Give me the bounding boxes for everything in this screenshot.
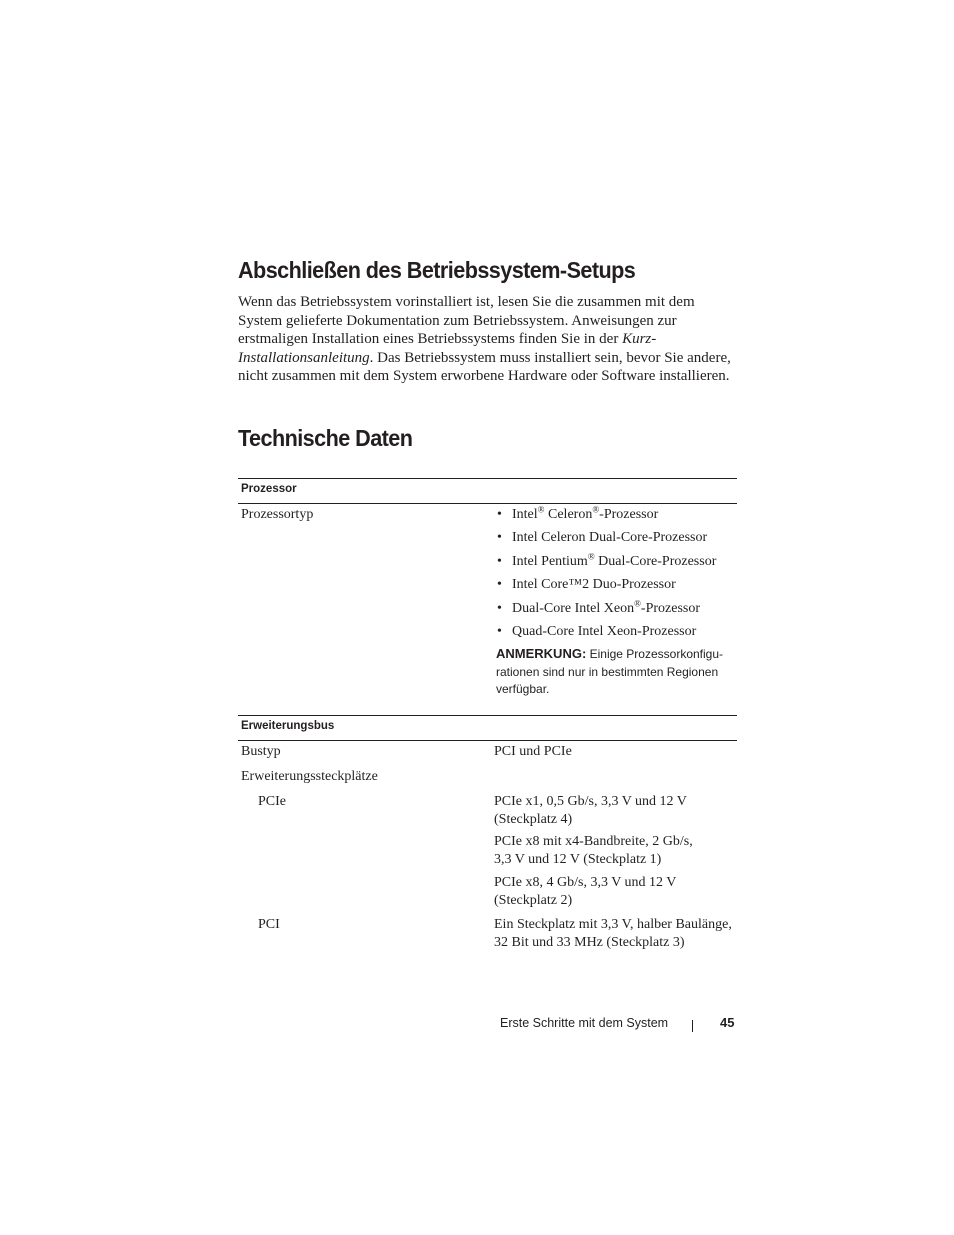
- note-label: ANMERKUNG:: [496, 646, 587, 661]
- pcie-slot-value: PCIe x8, 4 Gb/s, 3,3 V und 12 V (Steckplatz 2): [494, 875, 677, 908]
- footer-title: Erste Schritte mit dem System: [500, 1016, 669, 1030]
- section-title-os-setup: Abschließen des Betriebssystem-Setups: [238, 257, 636, 283]
- list-item: • Quad-Core Intel Xeon-Prozessor: [497, 623, 697, 639]
- bus-type-value: PCI und PCIe: [494, 744, 572, 759]
- processor-note: [496, 645, 741, 699]
- list-item: • Intel Celeron Dual-Core-Prozessor: [497, 530, 708, 546]
- intro-text-a: Wenn das Betriebssystem vorinstalliert ist, lesen Sie die zusammen mit dem System gelieferte Dokumentation zum Betriebssystem. Anweisungen zur erstmaligen Installation eines Betriebssystems finden Sie in der: [238, 294, 695, 348]
- table-heading-expansion-bus: Erweiterungsbus: [241, 720, 335, 732]
- section-title-tech-data: Technische Daten: [238, 425, 413, 451]
- list-item: • Intel® Celeron®-Prozessor: [497, 504, 659, 522]
- list-item: • Intel Pentium® Dual-Core-Prozessor: [497, 551, 717, 569]
- pcie-slot-value: PCIe x1, 0,5 Gb/s, 3,3 V und 12 V (Steckplatz 4): [494, 794, 687, 827]
- processor-type-list: [497, 503, 737, 643]
- intro-text-b: . Das Betriebssystem muss installiert sein, bevor Sie andere, nicht zusammen mit dem System erworbene Hardware oder Software installieren.: [238, 349, 731, 385]
- list-item: • Dual-Core Intel Xeon®-Prozessor: [497, 597, 701, 616]
- footer-separator: [692, 1020, 693, 1032]
- processor-type-label: Prozessortyp: [241, 507, 314, 522]
- page-number: 45: [720, 1015, 735, 1030]
- table-rule: [238, 715, 737, 716]
- quick-install-guide-ref: Kurz-Installationsanleitung: [238, 331, 657, 366]
- table-heading-processor: Prozessor: [241, 483, 297, 495]
- expansion-slots-label: Erweiterungssteckplätze: [241, 769, 378, 784]
- note-text: Einige Prozessorkonfigu-rationen sind nur in bestimmten Regionen verfügbar.: [496, 647, 724, 696]
- table-rule: [238, 740, 737, 741]
- pci-slot-value: Ein Steckplatz mit 3,3 V, halber Baulänge, 32 Bit und 33 MHz (Steckplatz 3): [494, 917, 732, 950]
- pcie-label: PCIe: [258, 794, 286, 809]
- intro-paragraph: [238, 293, 738, 386]
- pcie-slot-value: PCIe x8 mit x4-Bandbreite, 2 Gb/s, 3,3 V und 12 V (Steckplatz 1): [494, 834, 693, 867]
- list-item: • Intel Core™2 Duo-Prozessor: [497, 577, 676, 593]
- bus-type-label: Bustyp: [241, 744, 281, 759]
- pci-label: PCI: [258, 917, 280, 932]
- table-rule: [238, 478, 737, 479]
